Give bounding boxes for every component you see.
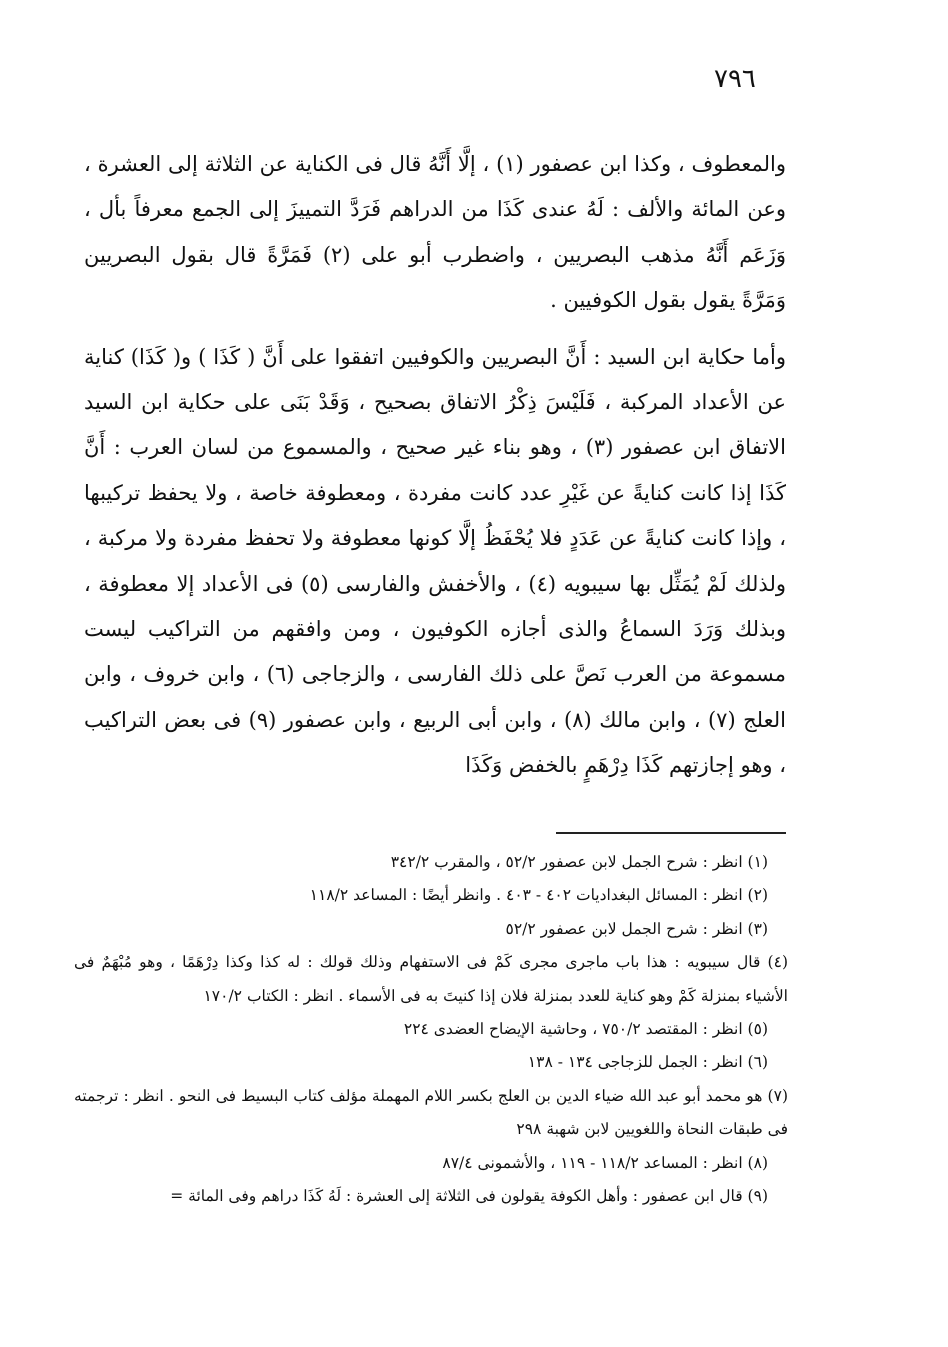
- footnote-8: (٨) انظر : المساعد ١١٨/٢ - ١١٩ ، والأشمونى ٨٧/٤: [442, 1153, 768, 1172]
- footnote-3: (٣) انظر : شرح الجمل لابن عصفور ٥٢/٢: [505, 919, 768, 938]
- footnotes: [74, 846, 788, 1213]
- footnote-separator: [556, 832, 786, 834]
- footnote-6: (٦) انظر : الجمل للزجاجى ١٣٤ - ١٣٨: [527, 1053, 768, 1072]
- paragraph-1: والمعطوف ، وكذا ابن عصفور (١) ، إلَّا أَنَّهُ قال فى الكناية عن الثلاثة إلى العشرة ، وعن المائة والألف : لَهُ عندى كَذَا من الدراهم فَرَدَّ التمييزَ إلى الجمع معرفاً بأل ، وَزَعَم أَنَّهُ مذهب البصريين ، واضطرب أبو على (٢) فَمَرَّةً قال بقول البصريين وَمَرَّةً يقول بقول الكوفيين .: [84, 152, 786, 313]
- paragraph-2: وأما حكاية ابن السيد : أَنَّ البصريين والكوفيين اتفقوا على أَنَّ ( كَذَا ) و( كَذَا) كناية عن الأعداد المركبة ، فَلَيْسَ ذِكْرُ الاتفاق بصحيح ، وَقَدْ بَنَى على حكاية ابن السيد الاتفاق ابن عصفور (٣) ، وهو بناء غير صحيح ، والمسموع من لسان العرب : أَنَّ كَذَا إذا كانت كنايةً عن غَيْرِ عدد كانت مفردة ، ومعطوفة خاصة ، ولا يحفظ تركيبها ، وإذا كانت كنايةً عن عَدَدٍ فلا يُحْفَظُ إلَّا كونها معطوفة ولا تحفظ مفردة ولا مركبة ، ولذلك لَمْ يُمَثِّل بها سيبويه (٤) ، والأخفش والفارسى (٥) فى الأعداد إلا معطوفة ، وبذلك وَرَدَ السماعُ والذى أجازه الكوفيون ، ومن وافقهم من التراكيب ليست مسموعة من العرب نَصَّ على ذلك الفارسى ، والزجاجى (٦) ، وابن خروف ، وابن العلج (٧) ، وابن مالك (٨) ، وابن أبى الربيع ، وابن عصفور (٩) فى بعض التراكيب ، وهو إجازتهم كَذَا دِرْهَمٍ بالخفض وَكَذَا: [84, 344, 786, 778]
- page-number: ٧٩٦: [714, 64, 756, 94]
- main-text: [84, 142, 786, 789]
- footnote-2: (٢) انظر : المسائل البغداديات ٤٠٢ - ٤٠٣ . وانظر أيضًا : المساعد ١١٨/٢: [309, 886, 768, 905]
- footnote-4: (٤) قال سيبويه : هذا باب ماجرى مجرى كَمْ فى الاستفهام وذلك قولك : له كذا وكذا دِرْهَمًا ، وهو مُبْهَمٌ فى الأشياء بمنزلة كَمْ وهو كناية للعدد بمنزلة فلان إذا كنيتَ به فى الأسماء . انظر : الكتاب ١٧٠/٢: [74, 953, 788, 1005]
- footnote-5: (٥) انظر : المقتصد ٧٥٠/٢ ، وحاشية الإيضاح العضدى ٢٢٤: [403, 1020, 768, 1039]
- footnote-7: (٧) هو محمد أبو عبد الله ضياء الدين بن العلج بكسر اللام المهملة مؤلف كتاب البسيط فى النحو . انظر : ترجمته فى طبقات النحاة واللغويين لابن شهبة ٢٩٨: [74, 1086, 788, 1139]
- footnote-9: (٩) قال ابن عصفور : وأهل الكوفة يقولون فى الثلاثة إلى العشرة : لَهُ كَذَا دراهم وفى المائة =: [170, 1187, 768, 1206]
- footnote-1: (١) انظر : شرح الجمل لابن عصفور ٥٢/٢ ، والمقرب ٣٤٢/٢: [390, 853, 768, 871]
